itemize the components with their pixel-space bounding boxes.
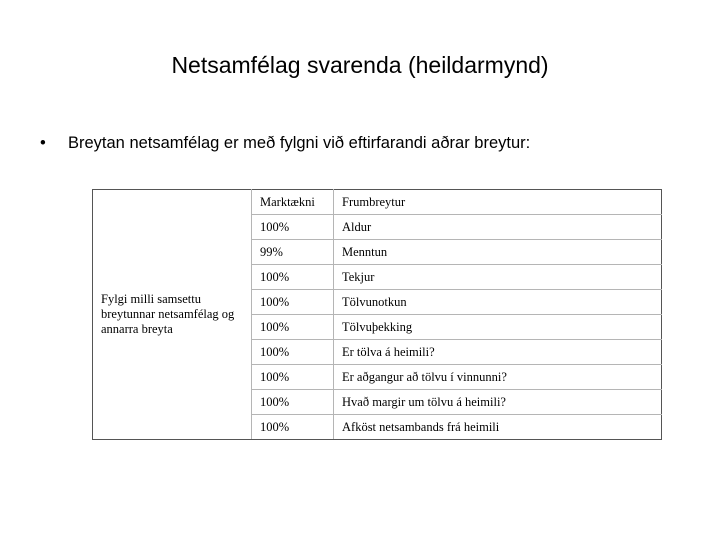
significance-cell: 100%: [252, 215, 334, 240]
bullet-dot: •: [40, 134, 46, 152]
variable-cell: Er tölva á heimili?: [334, 340, 662, 365]
significance-cell: 100%: [252, 365, 334, 390]
table-header-row: [93, 190, 662, 215]
variable-cell: Hvað margir um tölvu á heimili?: [334, 390, 662, 415]
significance-cell: 100%: [252, 390, 334, 415]
bullet-text: Breytan netsamfélag er með fylgni við eftirfarandi aðrar breytur:: [68, 134, 531, 152]
variable-cell: Afköst netsambands frá heimili: [334, 415, 662, 440]
slide-title: Netsamfélag svarenda (heildarmynd): [171, 52, 549, 78]
significance-cell: 100%: [252, 265, 334, 290]
significance-cell: 99%: [252, 240, 334, 265]
variable-cell: Aldur: [334, 215, 662, 240]
significance-cell: 100%: [252, 315, 334, 340]
variable-cell: Menntun: [334, 240, 662, 265]
header-variable: Frumbreytur: [334, 190, 662, 215]
significance-cell: 100%: [252, 415, 334, 440]
variable-cell: Tölvunotkun: [334, 290, 662, 315]
significance-cell: 100%: [252, 340, 334, 365]
variable-cell: Tölvuþekking: [334, 315, 662, 340]
variable-cell: Er aðgangur að tölvu í vinnunni?: [334, 365, 662, 390]
bullet-item: [40, 134, 530, 153]
significance-cell: 100%: [252, 290, 334, 315]
correlation-table: [92, 189, 662, 440]
header-significance: Marktækni: [252, 190, 334, 215]
row-label-cell: Fylgi milli samsettu breytunnar netsamfélag og annarra breyta: [93, 190, 252, 440]
variable-cell: Tekjur: [334, 265, 662, 290]
